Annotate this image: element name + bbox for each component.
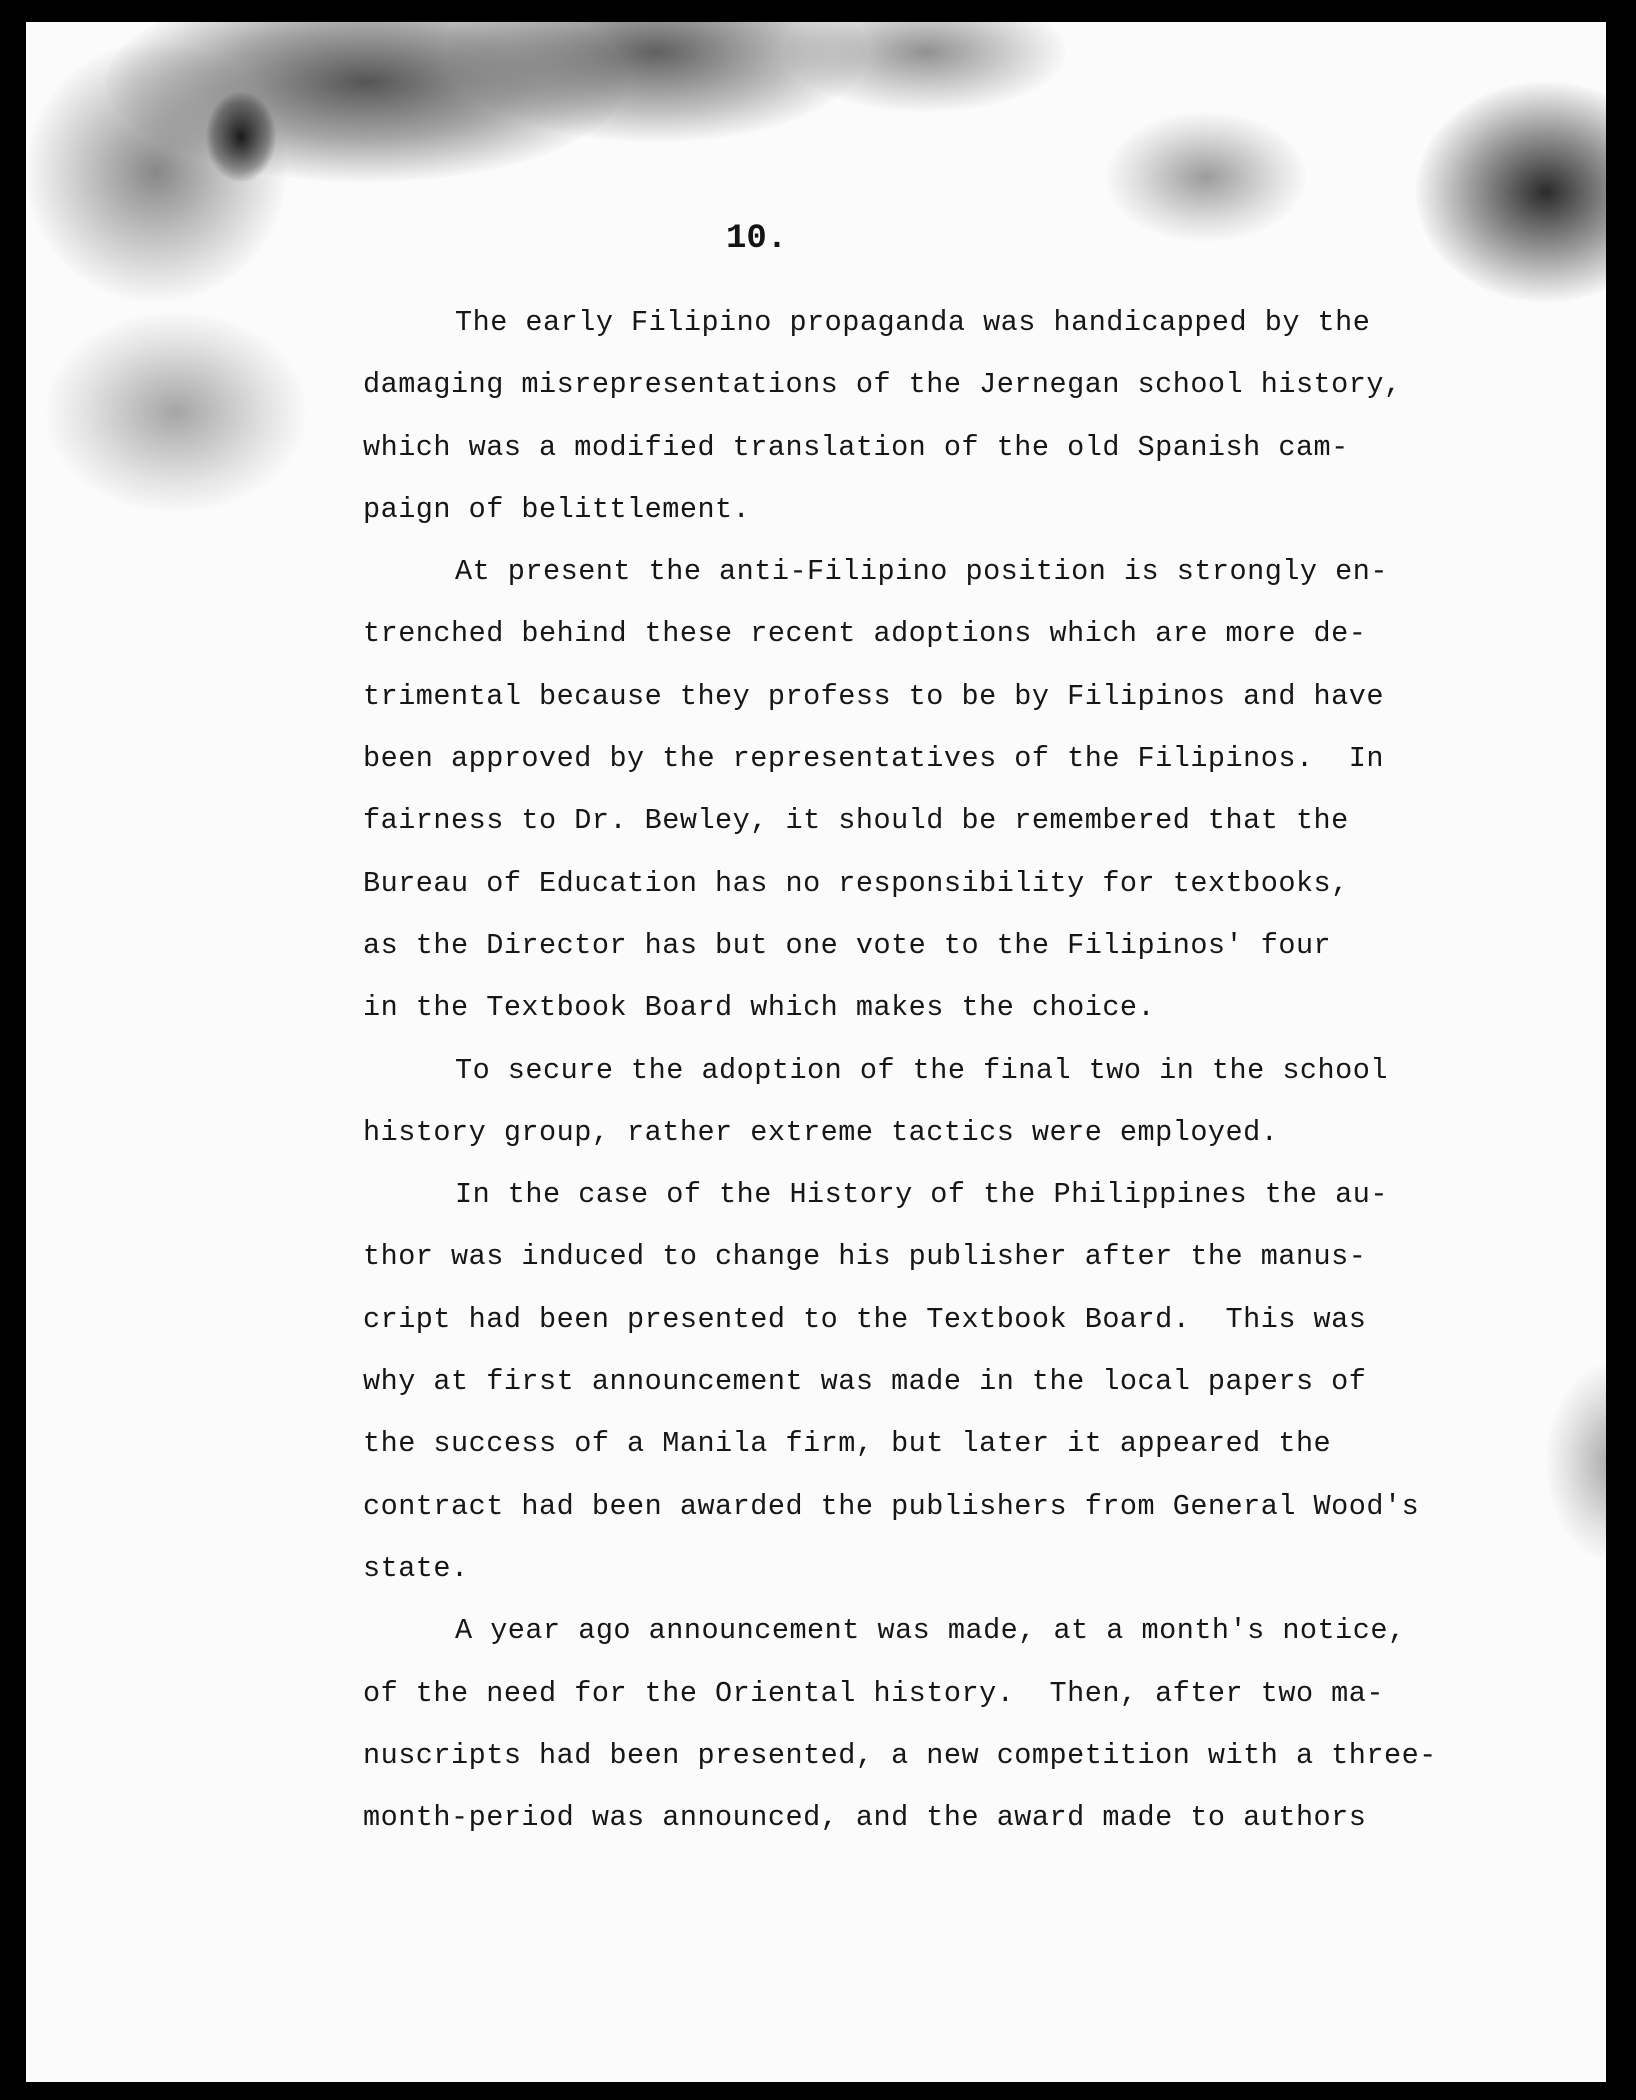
text-line: paign of belittlement. <box>363 492 751 526</box>
body-text <box>363 292 1533 1849</box>
ink-smudge <box>1106 112 1306 242</box>
text-line: fairness to Dr. Bewley, it should be remembered that the <box>363 804 1349 838</box>
text-line: A year ago announcement was made, at a month's notice, <box>455 1614 1406 1648</box>
text-line: At present the anti-Filipino position is strongly en- <box>455 555 1388 589</box>
text-line: To secure the adoption of the final two in the school <box>455 1053 1388 1087</box>
text-line: which was a modified translation of the old Spanish cam- <box>363 430 1349 464</box>
ink-smudge <box>786 22 1066 112</box>
text-line: thor was induced to change his publisher after the manus- <box>363 1240 1367 1274</box>
text-line: cript had been presented to the Textbook Board. This was <box>363 1302 1367 1336</box>
text-line: trimental because they profess to be by Filipinos and have <box>363 679 1384 713</box>
text-line: damaging misrepresentations of the Jernegan school history, <box>363 368 1402 402</box>
text-line: The early Filipino propaganda was handicapped by the <box>455 306 1371 339</box>
text-line: contract had been awarded the publishers from General Wood's <box>363 1489 1420 1523</box>
document-page <box>26 22 1606 2082</box>
ink-smudge <box>26 42 286 302</box>
text-line: trenched behind these recent adoptions which are more de- <box>363 617 1367 651</box>
text-line: Bureau of Education has no responsibility for textbooks, <box>363 866 1349 900</box>
page-number: 10. <box>726 220 788 258</box>
text-line: why at first announcement was made in the local papers of <box>363 1365 1367 1399</box>
ink-smudge <box>446 22 866 142</box>
text-line: nuscripts had been presented, a new competition with a three- <box>363 1738 1437 1772</box>
text-line: history group, rather extreme tactics were employed. <box>363 1115 1279 1149</box>
ink-smudge <box>106 22 626 182</box>
text-line: state. <box>363 1551 469 1585</box>
text-line: of the need for the Oriental history. Then, after two ma- <box>363 1676 1384 1710</box>
ink-smudge <box>1416 82 1606 302</box>
text-line: the success of a Manila firm, but later it appeared the <box>363 1427 1332 1461</box>
ink-smudge <box>1546 1362 1606 1562</box>
text-line: as the Director has but one vote to the Filipinos' four <box>363 928 1332 962</box>
text-line: month-period was announced, and the award made to authors <box>363 1801 1367 1835</box>
ink-smudge <box>206 92 276 182</box>
text-line: In the case of the History of the Philippines the au- <box>455 1178 1388 1212</box>
text-line: been approved by the representatives of the Filipinos. In <box>363 742 1384 776</box>
ink-smudge <box>46 312 306 512</box>
text-line: in the Textbook Board which makes the choice. <box>363 991 1156 1025</box>
